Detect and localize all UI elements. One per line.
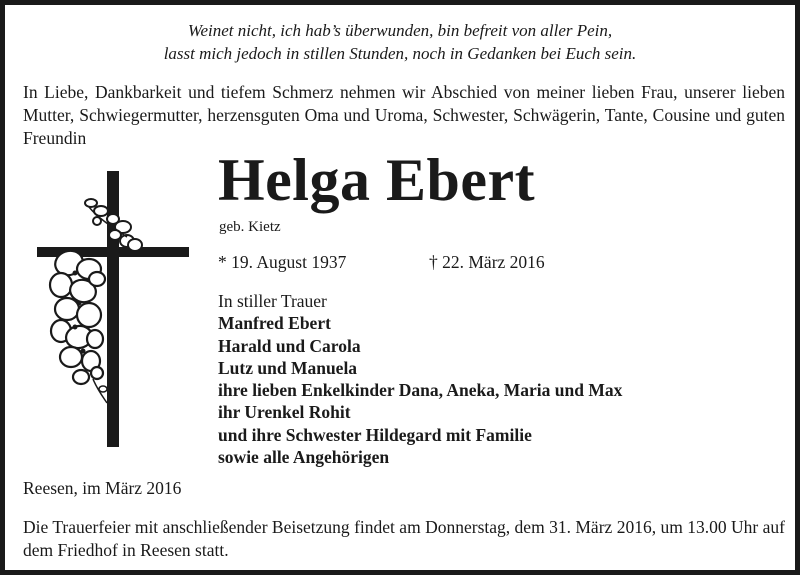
mourner-line: ihre lieben Enkelkinder Dana, Aneka, Maria und Max [218,380,623,401]
deceased-name: Helga Ebert [218,147,536,213]
funeral-notice: Die Trauerfeier mit anschließender Beisetzung findet am Donnerstag, dem 31. März 2016, um 13.00 Uhr auf dem Friedhof in Reesen statt. [23,517,785,560]
mourner-line: Harald und Carola [218,335,361,356]
death-date: † 22. März 2016 [429,252,545,272]
place-date: Reesen, im März 2016 [23,478,182,498]
mourner-line: und ihre Schwester Hildegard mit Familie [218,424,532,445]
mourner-line: Lutz und Manuela [218,357,358,378]
mourner-line: ihr Urenkel Rohit [218,402,351,423]
mourner-line: sowie alle Angehörigen [218,447,390,468]
mourners [218,290,622,468]
birth-name: geb. Kietz [219,219,281,235]
verse-line-1: Weinet nicht, ich hab’s überwunden, bin befreit von aller Pein, [187,21,613,40]
verse [5,19,795,65]
mourners-heading: In stiller Trauer [218,291,327,311]
cross-with-flowers-icon [31,167,196,452]
intro-text: In Liebe, Dankbarkeit und tiefem Schmerz nehmen wir Abschied von meiner lieben Frau, unserer lieben Mutter, Schwiegermutter, herzensguten Oma und Uroma, Schwester, Schwägerin, Tante, Cousine und guten Freundin [23,82,785,148]
mourner-line: Manfred Ebert [218,313,331,334]
birth-date: * 19. August 1937 [218,252,347,272]
verse-line-2: lasst mich jedoch in stillen Stunden, noch in Gedanken bei Euch sein. [163,44,637,63]
